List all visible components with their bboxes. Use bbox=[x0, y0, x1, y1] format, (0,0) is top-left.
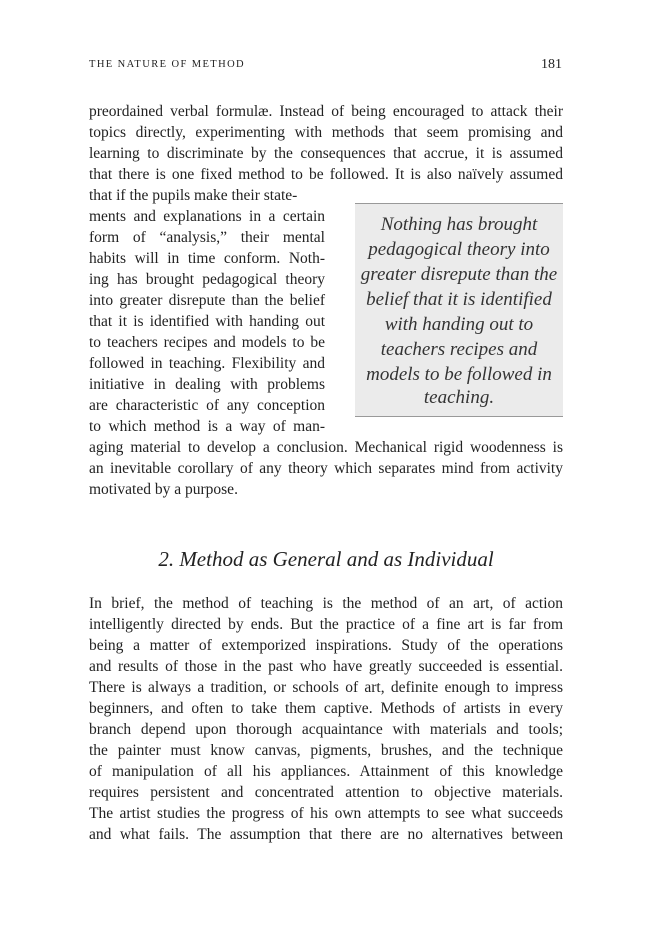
pull-quote-line: belief that it is identified bbox=[366, 289, 552, 310]
body-line: learning to discriminate by the consequences that accrue, it is assumed bbox=[89, 145, 563, 162]
body-line: aging material to develop a conclusion. Mechanical rigid woodenness is bbox=[89, 439, 563, 456]
body-line: preordained verbal formulæ. Instead of being encouraged to attack their bbox=[89, 103, 563, 120]
pull-quote bbox=[355, 203, 563, 417]
pull-quote-line: teachers recipes and bbox=[380, 339, 538, 360]
body-line: branch depend upon thorough acquaintance with materials and tools; bbox=[89, 721, 563, 738]
body-line: initiative in dealing with problems bbox=[89, 376, 325, 393]
running-head: THE NATURE OF METHOD bbox=[89, 59, 246, 70]
pull-quote-line: models to be followed in bbox=[366, 364, 552, 385]
body-line: an inevitable corollary of any theory which separates mind from activity bbox=[89, 460, 563, 477]
body-line: that it is identified with handing out bbox=[89, 313, 325, 330]
body-line: beginners, and often to take them captive. Methods of artists in every bbox=[89, 700, 563, 717]
body-line: intelligently directed by ends. But the practice of a fine art is far from bbox=[89, 616, 563, 633]
section-heading: 2. Method as General and as Individual bbox=[158, 547, 494, 571]
pull-quote-line: teaching. bbox=[423, 387, 495, 408]
pull-quote-line: greater disrepute than the bbox=[360, 264, 558, 285]
body-line: ing has brought pedagogical theory bbox=[89, 271, 325, 288]
pull-quote-line: Nothing has brought bbox=[380, 214, 538, 235]
page-number: 181 bbox=[541, 57, 562, 72]
body-line: into greater disrepute than the belief bbox=[89, 292, 325, 309]
pull-quote-line: with handing out to bbox=[384, 314, 534, 335]
body-line: The artist studies the progress of his own attempts to see what succeeds bbox=[89, 805, 563, 822]
body-line: ments and explanations in a certain bbox=[89, 208, 325, 225]
body-line: to teachers recipes and models to be bbox=[89, 334, 325, 351]
body-line: followed in teaching. Flexibility and bbox=[89, 355, 325, 372]
body-line: being a matter of extemporized inspirations. Study of the operations bbox=[89, 637, 563, 654]
body-line: In brief, the method of teaching is the method of an art, of action bbox=[89, 595, 563, 612]
body-line: that if the pupils make their state- bbox=[89, 187, 298, 204]
body-line: to which method is a way of man- bbox=[89, 418, 325, 435]
body-line: of manipulation of all his appliances. Attainment of this knowledge bbox=[89, 763, 563, 780]
body-line: and what fails. The assumption that there are no alternatives between bbox=[89, 826, 563, 843]
body-line: and results of those in the past who have greatly succeeded is essential. bbox=[89, 658, 563, 675]
body-line: requires persistent and concentrated attention to objective materials. bbox=[89, 784, 563, 801]
body-line: There is always a tradition, or schools of art, definite enough to impress bbox=[89, 679, 563, 696]
pull-quote-line: pedagogical theory into bbox=[368, 239, 550, 260]
body-line: topics directly, experimenting with methods that seem promising and bbox=[89, 124, 563, 141]
body-line: motivated by a purpose. bbox=[89, 481, 238, 498]
body-line: habits will in time conform. Noth- bbox=[89, 250, 325, 267]
body-line: the painter must know canvas, pigments, brushes, and the technique bbox=[89, 742, 563, 759]
body-line: are characteristic of any conception bbox=[89, 397, 325, 414]
body-line: that there is one fixed method to be followed. It is also naïvely assumed bbox=[89, 166, 563, 183]
body-line: form of “analysis,” their mental bbox=[89, 229, 325, 246]
